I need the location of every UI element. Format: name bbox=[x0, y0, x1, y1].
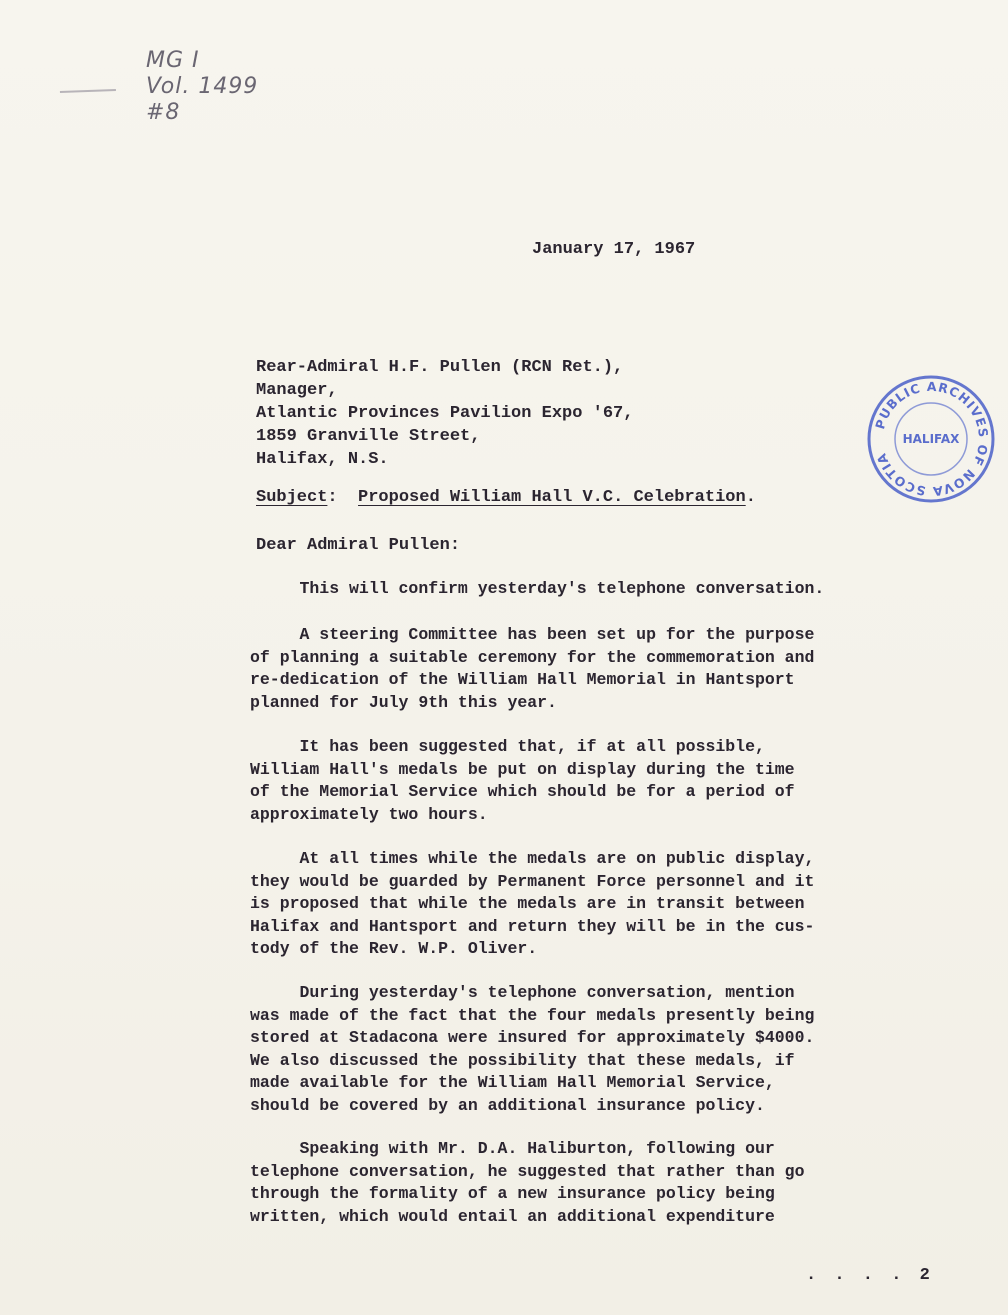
address-line: Halifax, N.S. bbox=[256, 450, 389, 469]
address-line: Rear-Admiral H.F. Pullen (RCN Ret.), bbox=[256, 358, 624, 377]
paragraph-line: through the formality of a new insurance policy being bbox=[250, 1184, 775, 1203]
paragraph-line: This will confirm yesterday's telephone conversation. bbox=[250, 579, 825, 598]
archive-reference-note bbox=[146, 48, 258, 126]
body-paragraph bbox=[250, 848, 950, 961]
body-paragraph bbox=[250, 1138, 950, 1228]
recipient-address bbox=[256, 356, 633, 471]
paragraph-line: should be covered by an additional insurance policy. bbox=[250, 1095, 765, 1115]
stamp-center-text: HALIFAX bbox=[902, 432, 960, 446]
paragraph-line: stored at Stadacona were insured for approximately $4000. bbox=[250, 1028, 815, 1047]
paragraph-line: re-dedication of the William Hall Memorial in Hantsport bbox=[250, 670, 795, 689]
letter-date: January 17, 1967 bbox=[532, 240, 696, 259]
paragraph-line: of planning a suitable ceremony for the commemoration and bbox=[250, 647, 815, 667]
address-line: 1859 Granville Street, bbox=[256, 427, 481, 446]
salutation: Dear Admiral Pullen: bbox=[256, 536, 461, 555]
subject-colon: : bbox=[327, 488, 338, 507]
paragraph-line: of the Memorial Service which should be for a period of bbox=[250, 782, 795, 801]
paragraph-line: At all times while the medals are on public display, bbox=[250, 849, 815, 868]
continued-page-marker: . . . . 2 bbox=[806, 1266, 934, 1285]
paragraph-line: was made of the fact that the four medals presently being bbox=[250, 1005, 815, 1025]
subject-end: . bbox=[745, 488, 756, 507]
subject-label: Subject bbox=[256, 488, 328, 507]
paragraph-line: During yesterday's telephone conversation, mention bbox=[250, 983, 795, 1002]
body-paragraph bbox=[250, 736, 950, 826]
address-line: Atlantic Provinces Pavilion Expo '67, bbox=[256, 404, 634, 423]
paragraph-line: approximately two hours. bbox=[250, 804, 488, 824]
pencil-mark bbox=[60, 89, 116, 97]
paragraph-line: tody of the Rev. W.P. Oliver. bbox=[250, 939, 538, 958]
paragraph-line: they would be guarded by Permanent Force personnel and it bbox=[250, 871, 815, 891]
paragraph-line: It has been suggested that, if at all possible, bbox=[250, 737, 765, 756]
paragraph-line: Halifax and Hantsport and return they will be in the cus- bbox=[250, 916, 815, 936]
body-paragraph bbox=[250, 578, 950, 601]
body-paragraph bbox=[250, 982, 950, 1117]
address-line: Manager, bbox=[256, 381, 338, 400]
paragraph-line: planned for July 9th this year. bbox=[250, 692, 557, 712]
paragraph-line: telephone conversation, he suggested that rather than go bbox=[250, 1161, 805, 1181]
archive-note-line: #8 bbox=[146, 100, 181, 125]
paragraph-line: Speaking with Mr. D.A. Haliburton, following our bbox=[250, 1139, 775, 1158]
archives-stamp bbox=[866, 374, 996, 504]
paragraph-line: We also discussed the possibility that these medals, if bbox=[250, 1050, 795, 1070]
paragraph-line: William Hall's medals be put on display during the time bbox=[250, 759, 795, 779]
body-paragraph bbox=[250, 624, 950, 714]
archive-note-line: MG I bbox=[146, 48, 200, 73]
stamp-outer-text: PUBLIC ARCHIVES OF NOVA SCOTIA bbox=[872, 378, 992, 500]
paragraph-line: is proposed that while the medals are in transit between bbox=[250, 894, 805, 913]
subject-text: Proposed William Hall V.C. Celebration bbox=[358, 488, 746, 507]
paragraph-line: made available for the William Hall Memorial Service, bbox=[250, 1073, 775, 1092]
archive-note-line: Vol. 1499 bbox=[146, 74, 259, 99]
paragraph-line: A steering Committee has been set up for the purpose bbox=[250, 625, 815, 644]
paragraph-line: written, which would entail an additional expenditure bbox=[250, 1206, 775, 1226]
subject-line bbox=[256, 488, 756, 507]
